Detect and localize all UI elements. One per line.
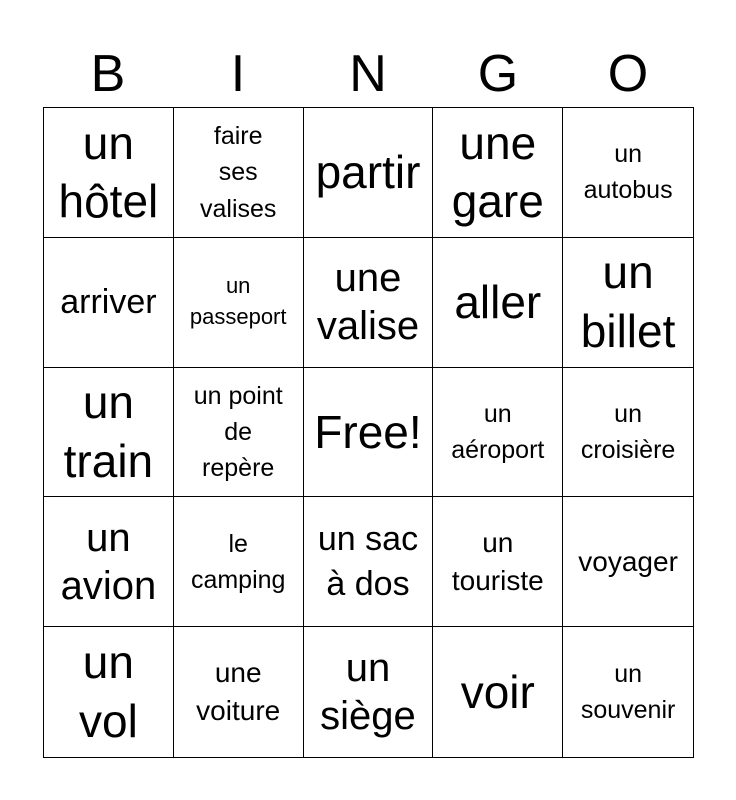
- bingo-cell-label: un sac à dos: [317, 519, 419, 603]
- bingo-cell[interactable]: [44, 368, 174, 498]
- bingo-cell[interactable]: [433, 108, 563, 238]
- bingo-cell-label: un siège: [320, 646, 416, 739]
- bingo-cell[interactable]: [304, 108, 434, 238]
- bingo-cell[interactable]: [433, 497, 563, 627]
- bingo-cell[interactable]: [44, 627, 174, 757]
- bingo-cell[interactable]: [433, 238, 563, 368]
- bingo-cell-label: un point de repère: [193, 381, 283, 483]
- bingo-cell-label: une valise: [316, 256, 420, 349]
- bingo-cell-label: un avion: [60, 515, 157, 608]
- bingo-cell[interactable]: [174, 368, 304, 498]
- bingo-cell[interactable]: [174, 627, 304, 757]
- bingo-cell[interactable]: [563, 497, 693, 627]
- bingo-cell[interactable]: [304, 627, 434, 757]
- bingo-cell-label: un passeport: [189, 273, 287, 330]
- bingo-header: [43, 40, 693, 108]
- bingo-cell[interactable]: [174, 497, 304, 627]
- bingo-cell[interactable]: [563, 368, 693, 498]
- bingo-cell[interactable]: [174, 238, 304, 368]
- bingo-cell-label: un souvenir: [580, 659, 676, 725]
- bingo-cell-label: un croisière: [580, 399, 676, 464]
- bingo-cell-label: un hôtel: [58, 116, 159, 228]
- bingo-cell-label: arriver: [60, 282, 157, 321]
- bingo-cell[interactable]: [563, 627, 693, 757]
- bingo-cell-label: voir: [460, 665, 535, 718]
- bingo-cell-label: le camping: [190, 529, 286, 594]
- bingo-cell-label: Free!: [314, 405, 422, 458]
- bingo-cell[interactable]: [433, 627, 563, 757]
- bingo-cell-label: un aéroport: [451, 399, 545, 464]
- bingo-cell-label: un billet: [580, 246, 676, 358]
- bingo-cell[interactable]: [44, 238, 174, 368]
- bingo-cell-label: faire ses valises: [199, 122, 277, 223]
- bingo-cell-label: aller: [454, 275, 542, 328]
- bingo-board: [43, 107, 694, 758]
- bingo-cell-label: un autobus: [583, 140, 673, 205]
- bingo-cell-label: une voiture: [196, 657, 281, 727]
- bingo-cell[interactable]: [44, 497, 174, 627]
- bingo-cell[interactable]: [433, 368, 563, 498]
- bingo-cell[interactable]: [304, 497, 434, 627]
- bingo-cell-label: une gare: [451, 116, 544, 228]
- header-letter-o: O: [607, 45, 649, 103]
- bingo-cell[interactable]: [304, 238, 434, 368]
- bingo-cell[interactable]: [44, 108, 174, 238]
- bingo-cell[interactable]: [304, 368, 434, 498]
- bingo-cell[interactable]: [174, 108, 304, 238]
- bingo-cell[interactable]: [563, 238, 693, 368]
- bingo-cell-label: partir: [315, 145, 421, 198]
- header-letter-i: I: [230, 45, 246, 103]
- header-letter-n: N: [349, 45, 387, 103]
- header-letter-b: B: [90, 45, 126, 103]
- bingo-cell-label: un train: [63, 376, 154, 487]
- bingo-cell-label: un touriste: [451, 526, 544, 596]
- bingo-cell-label: un vol: [78, 636, 138, 748]
- header-letter-g: G: [477, 45, 519, 103]
- bingo-cell-label: voyager: [578, 545, 678, 577]
- bingo-cell[interactable]: [563, 108, 693, 238]
